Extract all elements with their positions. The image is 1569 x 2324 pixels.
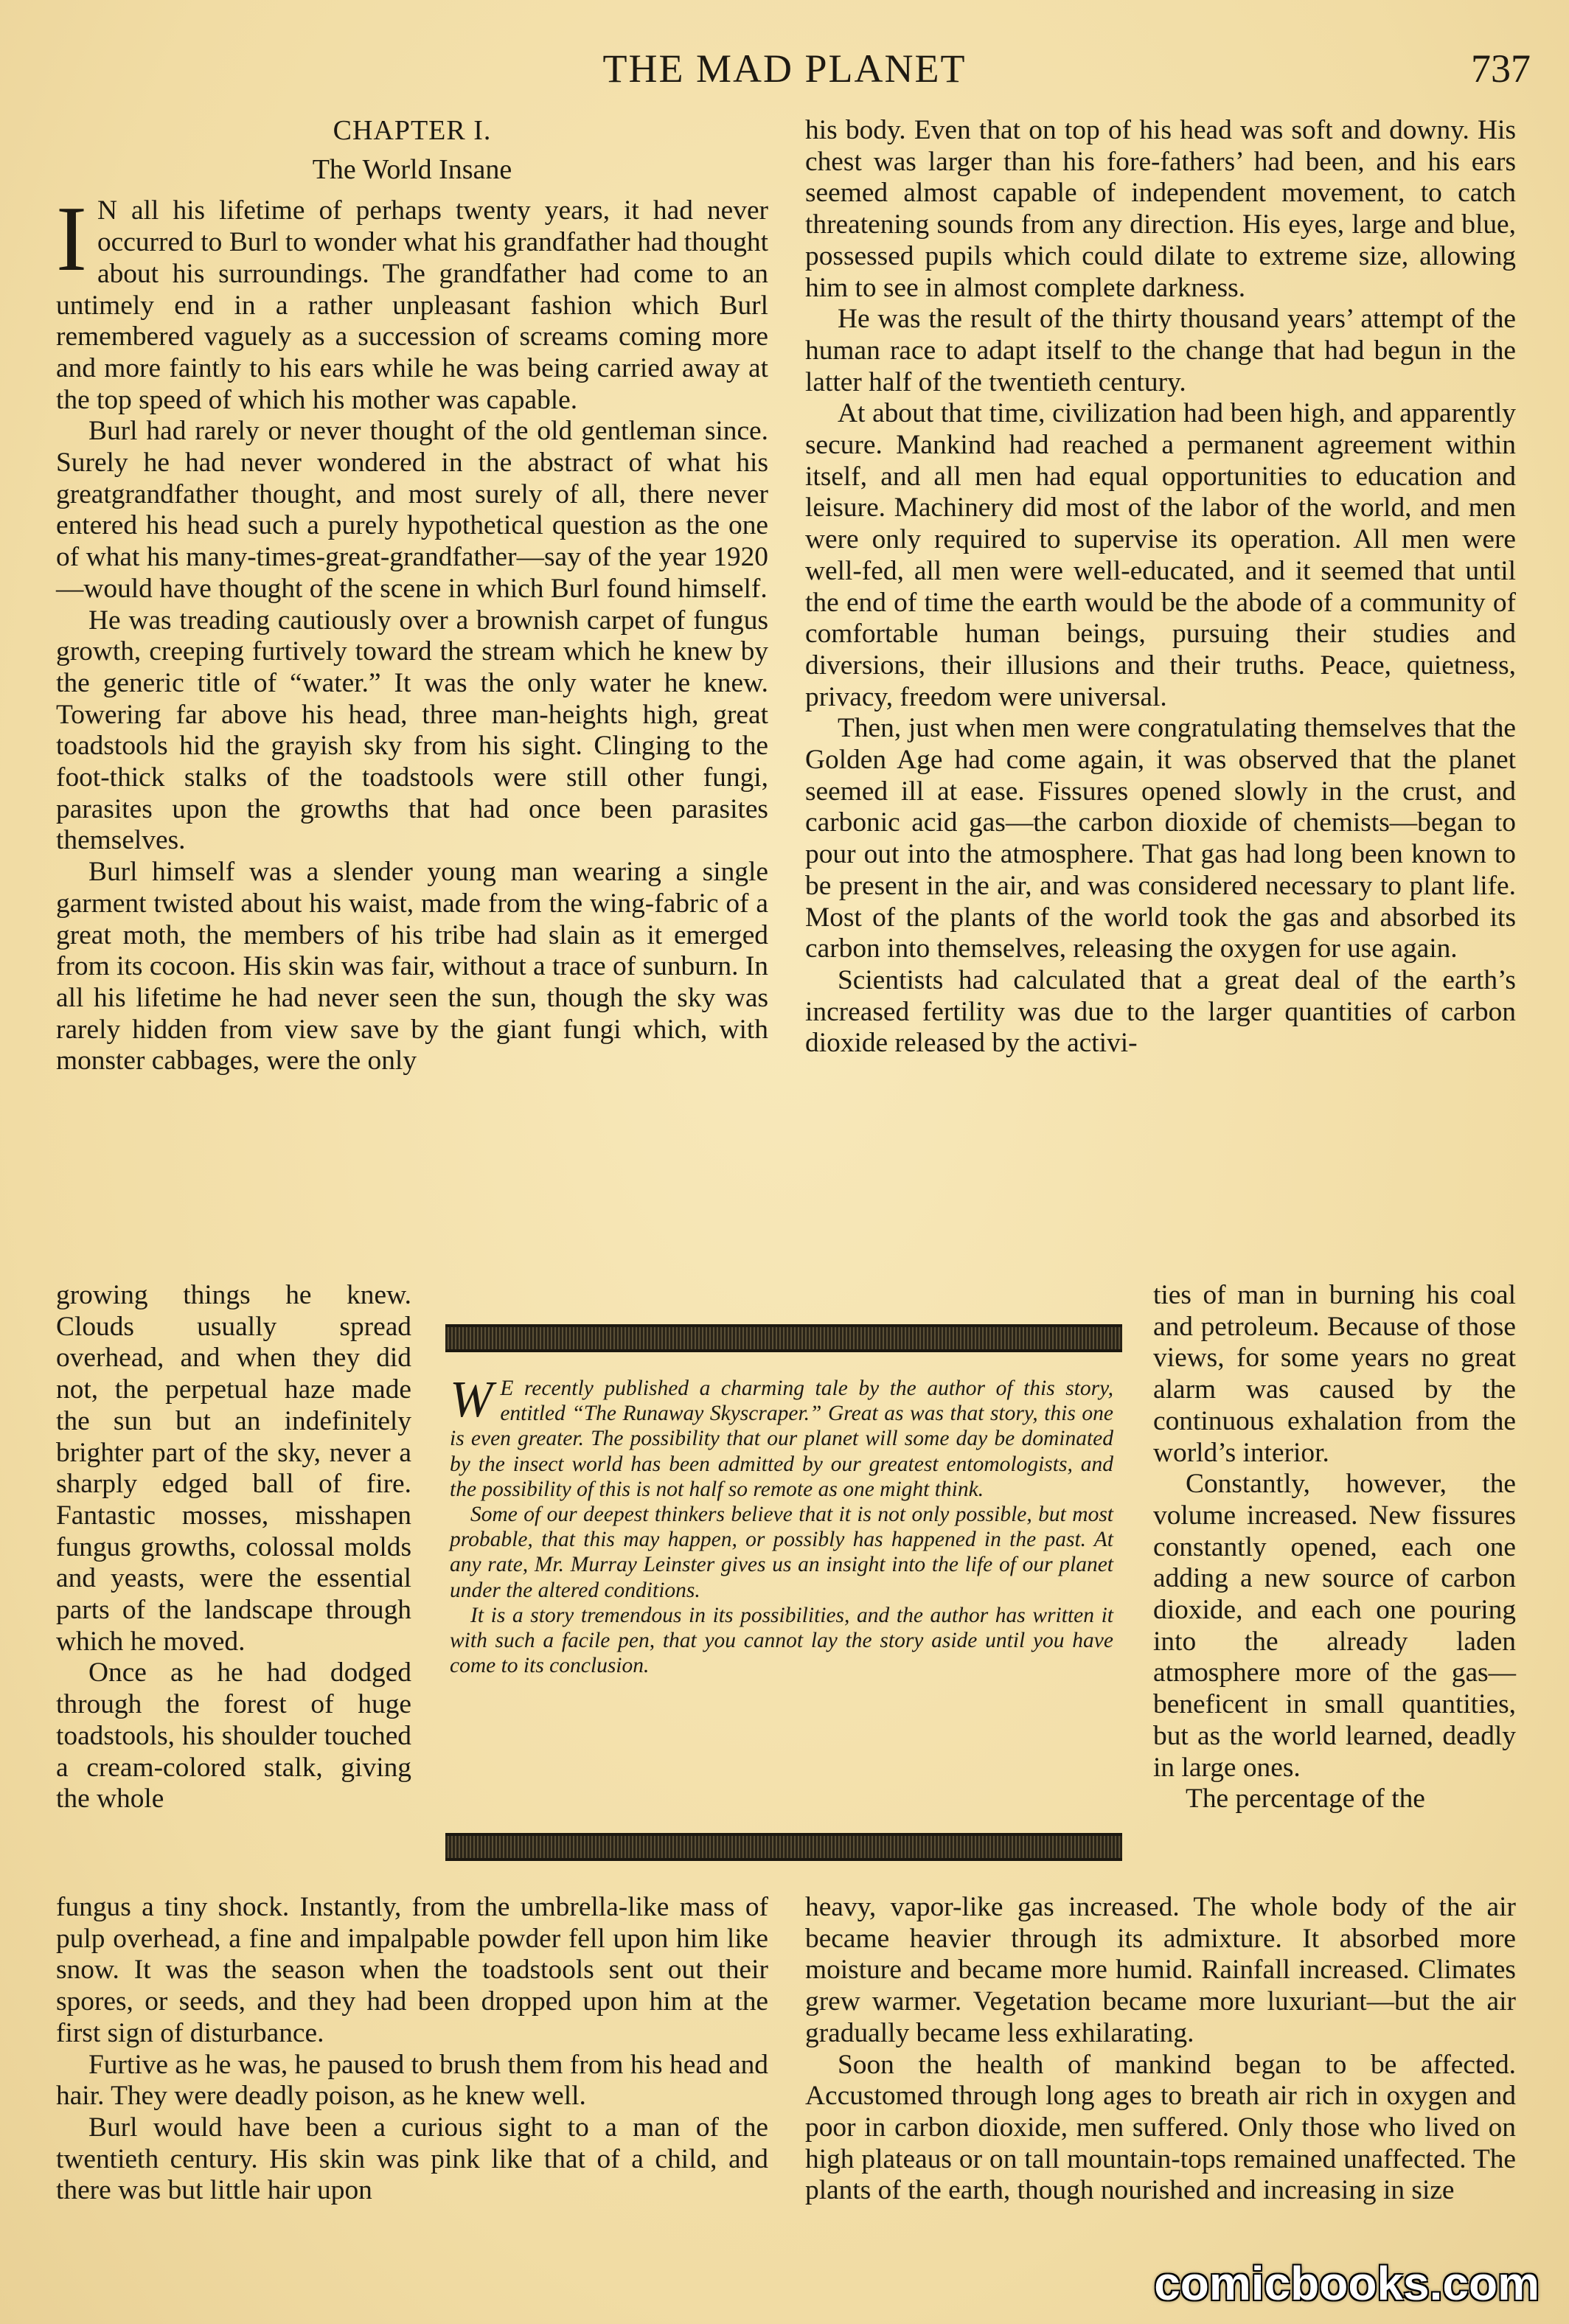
editor-note-paragraph [450, 1371, 1113, 1502]
editor-note-paragraph: It is a story tremendous in its possibilities, and the author has written it with such a facile pen, that you cannot lay the story aside until you have come to its conclusion. [450, 1603, 1113, 1678]
chapter-title: The World Insane [312, 153, 512, 185]
drop-cap: I [56, 188, 87, 291]
paragraph: At about that time, civilization had been high, and apparently secure. Mankind had reached a permanent agreement within itself, and all men had equal opportunities to education and leisure. Machinery did most of the labor of the world, and men were only required to supervise its operation. All men were well-fed, all men were well-educated, and it seemed that until the end of time the earth would be the abode of a community of comfortable human beings, pursuing their studies and diversions, their illusions and their truths. Peace, quietness, privacy, freedom were universal. [805, 398, 1516, 712]
opening-paragraph-text: N all his lifetime of perhaps twenty years, it had never occurred to Burl to wonder what his grandfather had thought about his surroundings. The grandfather had come to an untimely end in a rather unpleasant fashion which Burl remembered vaguely as a succession of screams coming more and more faintly to his ears while he was being carried away at the top speed of which his mother was capable. [56, 195, 768, 415]
page-number: 737 [1471, 46, 1531, 91]
editor-note-box [445, 1324, 1122, 1855]
paragraph: Furtive as he was, he paused to brush them from his head and hair. They were deadly poison, as he knew well. [56, 2049, 768, 2112]
editor-note-text: E recently published a charming tale by the author of this story, entitled “The Runaway Skyscraper.” Great as was that story, this one is even greater. The possibility that our planet will some day be dominated by the insect world has been admitted by our greatest entomologists, and the possibility of this is not half so remote as one might think. [450, 1377, 1113, 1501]
paragraph: Scientists had calculated that a great deal of the earth’s increased fertility was due to the larger quantities of carbon dioxide released by the activi- [805, 964, 1516, 1059]
left-column-narrow [56, 1280, 411, 1815]
paragraph: heavy, vapor-like gas increased. The whole body of the air became heavier through its admixture. It absorbed more moisture and became more humid. Rainfall increased. Climates grew warmer. Vegetation became more luxuriant—but the air gradually became less exhilarating. [805, 1892, 1516, 2048]
paragraph: He was treading cautiously over a brownish carpet of fungus growth, creeping furtively toward the stream which he knew by the generic title of “water.” It was the only water he knew. Towering far above his head, three man-heights high, great toadstools hid the grayish sky from his sight. Clinging to the foot-thick stalks of the toadstools were still other fungi, parasites upon the growths that had once been parasites themselves. [56, 605, 768, 856]
decorative-rule-bottom [445, 1833, 1122, 1861]
editor-note-paragraph: Some of our deepest thinkers believe that it is not only possible, but most probable, that this may happen, or possibly has happened in the past. At any rate, Mr. Murray Leinster gives us an insight into the life of our planet under the altered conditions. [450, 1503, 1113, 1602]
running-header [0, 46, 1569, 105]
paragraph: ties of man in burning his coal and petroleum. Because of those views, for some years no great alarm was caused by the continuous exhalation from the world’s interior. [1153, 1280, 1516, 1468]
watermark: comicbooks.com [1154, 2257, 1540, 2310]
running-title: THE MAD PLANET [602, 46, 967, 91]
opening-paragraph [56, 188, 768, 416]
paragraph: growing things he knew. Clouds usually spread overhead, and when they did not, the perpetual haze made the sun but an indefinitely brighter part of the sky, never a sharply edged ball of fire. Fantastic mosses, misshapen fungus growths, colossal molds and yeasts, were the essential parts of the landscape through which he moved. [56, 1280, 411, 1657]
right-column-narrow [1153, 1280, 1516, 1815]
chapter-label: CHAPTER I. [333, 115, 492, 146]
left-column-top [56, 115, 768, 1077]
paragraph: The percentage of the [1186, 1784, 1425, 1815]
paragraph: He was the result of the thirty thousand years’ attempt of the human race to adapt itself to the change that had begun in the latter half of the twentieth century. [805, 304, 1516, 397]
paragraph: Burl would have been a curious sight to a man of the twentieth century. His skin was pink like that of a child, and there was but little hair upon [56, 2112, 768, 2206]
left-column-bottom [56, 1892, 768, 2207]
paragraph: Soon the health of mankind began to be affected. Accustomed through long ages to breath air rich in oxygen and poor in carbon dioxide, men suffered. Only those who lived on high plateaus or on tall mountain-tops remained unaffected. The plants of the earth, though nourished and increasing in size [805, 2049, 1516, 2206]
paragraph: fungus a tiny shock. Instantly, from the umbrella-like mass of pulp overhead, a fine and impalpable powder fell upon him like snow. It was the season when the toadstools sent out their spores, or seeds, and they had been dropped upon him at the first sign of disturbance. [56, 1892, 768, 2048]
editor-note [450, 1371, 1113, 1678]
paragraph: Burl himself was a slender young man wearing a single garment twisted about his waist, made from the wing-fabric of a great moth, the members of his tribe had slain as it emerged from its cocoon. His skin was fair, without a trace of sunburn. In all his lifetime he had never seen the sun, though the sky was rarely hidden from view save by the giant fungi which, with monster cabbages, were the only [56, 857, 768, 1076]
paragraph: his body. Even that on top of his head was soft and downy. His chest was larger than his fore-fathers’ had been, and his ears seemed almost capable of independent movement, to catch threatening sounds from any direction. His eyes, large and blue, possessed pupils which could dilate to extreme size, allowing him to see in almost complete darkness. [805, 115, 1516, 303]
right-column-bottom [805, 1892, 1516, 2207]
paragraph: Once as he had dodged through the forest of huge toadstools, his shoulder touched a cream-colored stalk, giving the whole [56, 1657, 411, 1815]
decorative-rule-top [445, 1324, 1122, 1352]
right-column-top [805, 115, 1516, 1060]
paragraph: Then, just when men were congratulating themselves that the Golden Age had come again, it was observed that the planet seemed ill at ease. Fissures opened slowly in the crust, and carbonic acid gas—the carbon dioxide of chemists—began to pour out into the atmosphere. That gas had long been known to be present in the air, and was considered necessary to plant life. Most of the plants of the world took the gas and absorbed its carbon into themselves, releasing the oxygen for use again. [805, 713, 1516, 964]
paragraph: Burl had rarely or never thought of the old gentleman since. Surely he had never wondered in the abstract of what his greatgrandfather thought, and most surely of all, there never entered his head such a purely hypothetical question as the one of what his many-times-great-grandfather—say of the year 1920—would have thought of the scene in which Burl found himself. [56, 416, 768, 604]
paragraph: Constantly, however, the volume increased. New fissures constantly opened, each one adding a new source of carbon dioxide, and each one pouring into the already laden atmosphere more of the gas—beneficent in small quantities, but as the world learned, deadly in large ones. [1153, 1469, 1516, 1783]
editor-drop-cap: W [450, 1371, 493, 1428]
